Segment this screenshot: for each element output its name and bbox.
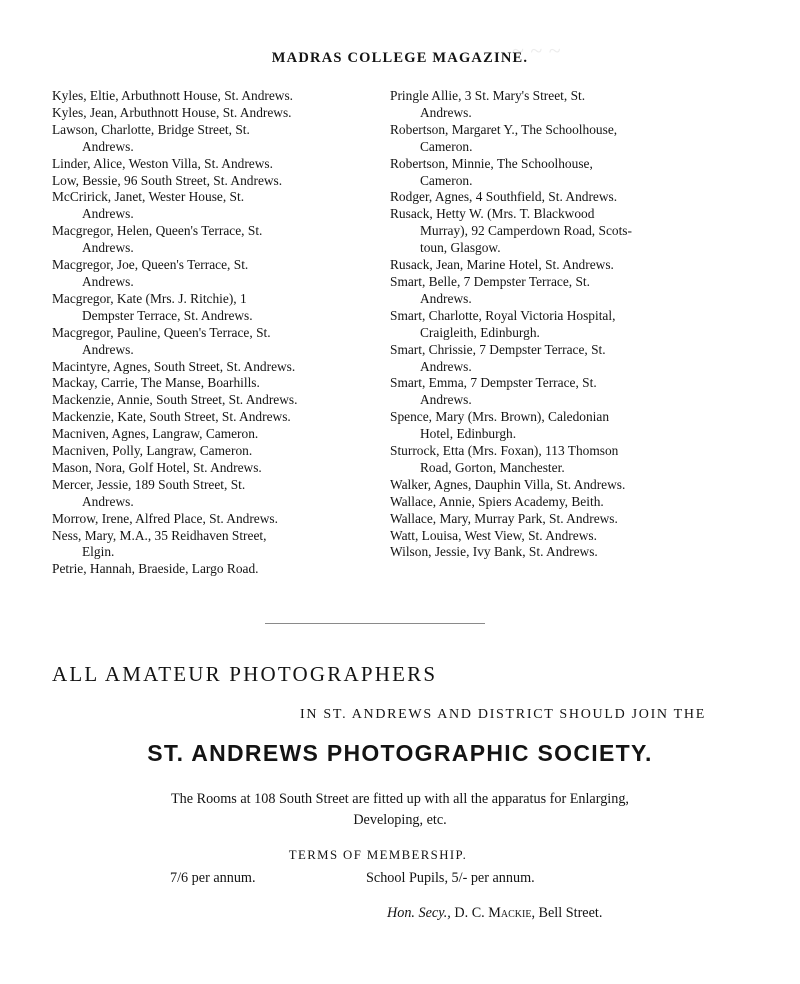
list-entry [52,88,366,105]
list-entry [390,511,704,528]
list-entry [52,223,366,257]
list-entry [52,189,366,223]
entry-line: Low, Bessie, 96 South Street, St. Andrews. [52,172,283,188]
entry-line: Walker, Agnes, Dauphin Villa, St. Andrews. [390,476,626,492]
entry-line: Rusack, Jean, Marine Hotel, St. Andrews. [390,257,614,273]
advert-body [60,789,740,831]
entry-line: Mackenzie, Annie, South Street, St. Andrews. [52,392,298,408]
entry-line: Watt, Louisa, West View, St. Andrews. [390,527,597,543]
advert-body-line: Developing, etc. [353,812,447,828]
secretary-address: , Bell Street. [531,905,603,921]
entry-continuation-line: toun, Glasgow. [420,240,501,256]
entry-continuation-line: Cameron. [420,172,473,188]
list-entry [52,392,366,409]
entry-continuation-line: Andrews. [82,273,134,289]
entry-continuation-line: Elgin. [82,544,115,560]
entry-line: Smart, Emma, 7 Dempster Terrace, St. [390,375,597,391]
secretary-role: Hon. Secy., [387,905,451,921]
advert-terms-title: TERMS OF MEMBERSHIP. [288,848,468,862]
left-column-list [52,88,366,578]
secretary-initials: D. C. [454,905,485,921]
entry-continuation-line: Cameron. [420,138,473,154]
list-entry [52,257,366,291]
entry-line: Smart, Belle, 7 Dempster Terrace, St. [390,273,590,289]
entry-continuation-line: Andrews. [82,341,134,357]
secretary-name: Mackie [488,905,532,921]
page-title: MADRAS COLLEGE MAGAZINE. [271,50,529,66]
list-entry [390,122,704,156]
list-entry [390,257,704,274]
entry-continuation-line: Road, Gorton, Manchester. [420,459,565,475]
list-entry [390,477,704,494]
entry-line: Macintyre, Agnes, South Street, St. Andrews. [52,358,296,374]
entry-continuation-line: Andrews. [420,392,472,408]
entry-line: Rodger, Agnes, 4 Southfield, St. Andrews. [390,189,618,205]
entry-line: McCririck, Janet, Wester House, St. [52,189,245,205]
list-entry [52,105,366,122]
entry-line: Mackay, Carrie, The Manse, Boarhills. [52,375,260,391]
entry-line: Wallace, Annie, Spiers Academy, Beith. [390,493,604,509]
entry-continuation-line: Dempster Terrace, St. Andrews. [82,307,253,323]
list-entry [52,460,366,477]
advert-terms-adult: 7/6 per annum. [170,870,256,886]
list-entry [52,122,366,156]
list-entry [390,409,704,443]
list-entry [52,359,366,376]
entry-continuation-line: Andrews. [420,358,472,374]
entry-line: Petrie, Hannah, Braeside, Largo Road. [52,561,259,577]
entry-continuation-line: Andrews. [82,138,134,154]
list-entry [52,375,366,392]
advert-terms-pupils: School Pupils, 5/- per annum. [366,870,535,886]
entry-line: Smart, Charlotte, Royal Victoria Hospital, [390,307,616,323]
entry-line: Linder, Alice, Weston Villa, St. Andrews. [52,155,273,171]
entry-line: Macgregor, Kate (Mrs. J. Ritchie), 1 [52,290,247,306]
advert-body-line: The Rooms at 108 South Street are fitted up with all the apparatus for Enlarging, [171,791,629,807]
list-entry [390,274,704,308]
list-entry [52,173,366,190]
entry-continuation-line: Murray), 92 Camperdown Road, Scots- [420,223,632,239]
entry-line: Macgregor, Helen, Queen's Terrace, St. [52,223,263,239]
entry-line: Macgregor, Joe, Queen's Terrace, St. [52,257,249,273]
entry-line: Sturrock, Etta (Mrs. Foxan), 113 Thomson [390,443,619,459]
list-entry [52,409,366,426]
list-entry [390,528,704,545]
right-column-list [390,88,704,561]
entry-line: Wilson, Jessie, Ivy Bank, St. Andrews. [390,544,598,560]
list-entry [52,561,366,578]
list-entry [52,443,366,460]
section-divider [265,623,485,624]
entry-line: Wallace, Mary, Murray Park, St. Andrews. [390,510,618,526]
entry-line: Robertson, Minnie, The Schoolhouse, [390,155,593,171]
list-entry [390,494,704,511]
advert-society-name: ST. ANDREWS PHOTOGRAPHIC SOCIETY. [147,740,653,766]
list-entry [390,88,704,122]
list-entry [52,528,366,562]
entry-line: Ness, Mary, M.A., 35 Reidhaven Street, [52,527,267,543]
list-entry [390,375,704,409]
entry-continuation-line: Andrews. [420,104,472,120]
entry-line: Kyles, Jean, Arbuthnott House, St. Andrews. [52,104,292,120]
entry-line: Macniven, Agnes, Langraw, Cameron. [52,426,259,442]
entry-line: Mason, Nora, Golf Hotel, St. Andrews. [52,459,262,475]
entry-line: Macgregor, Pauline, Queen's Terrace, St. [52,324,271,340]
list-entry [52,291,366,325]
list-entry [52,426,366,443]
entry-continuation-line: Andrews. [82,493,134,509]
entry-continuation-line: Andrews. [420,290,472,306]
list-entry [390,189,704,206]
advert-heading: ALL AMATEUR PHOTOGRAPHERS [52,662,438,686]
entry-line: Robertson, Margaret Y., The Schoolhouse, [390,121,618,137]
list-entry [390,544,704,561]
advert-subline: IN ST. ANDREWS AND DISTRICT SHOULD JOIN THE [300,707,706,722]
list-entry [390,206,704,257]
entry-line: Lawson, Charlotte, Bridge Street, St. [52,121,250,137]
entry-continuation-line: Andrews. [82,206,134,222]
list-entry [390,308,704,342]
entry-continuation-line: Hotel, Edinburgh. [420,426,517,442]
entry-continuation-line: Craigleith, Edinburgh. [420,324,540,340]
list-entry [52,325,366,359]
entry-line: Pringle Allie, 3 St. Mary's Street, St. [390,88,586,103]
entry-line: Rusack, Hetty W. (Mrs. T. Blackwood [390,206,595,222]
entry-line: Smart, Chrissie, 7 Dempster Terrace, St. [390,341,606,357]
list-entry [390,443,704,477]
entry-line: Mercer, Jessie, 189 South Street, St. [52,476,246,492]
advert-secretary [387,905,602,922]
list-entry [52,477,366,511]
list-entry [390,342,704,376]
show-through-text: ~ ~ ~ [512,38,562,63]
list-entry [52,511,366,528]
entry-line: Spence, Mary (Mrs. Brown), Caledonian [390,409,610,425]
entry-line: Morrow, Irene, Alfred Place, St. Andrews. [52,510,278,526]
entry-line: Macniven, Polly, Langraw, Cameron. [52,443,253,459]
entry-line: Mackenzie, Kate, South Street, St. Andrews. [52,409,291,425]
list-entry [52,156,366,173]
entry-line: Kyles, Eltie, Arbuthnott House, St. Andrews. [52,88,294,103]
list-entry [390,156,704,190]
entry-continuation-line: Andrews. [82,240,134,256]
